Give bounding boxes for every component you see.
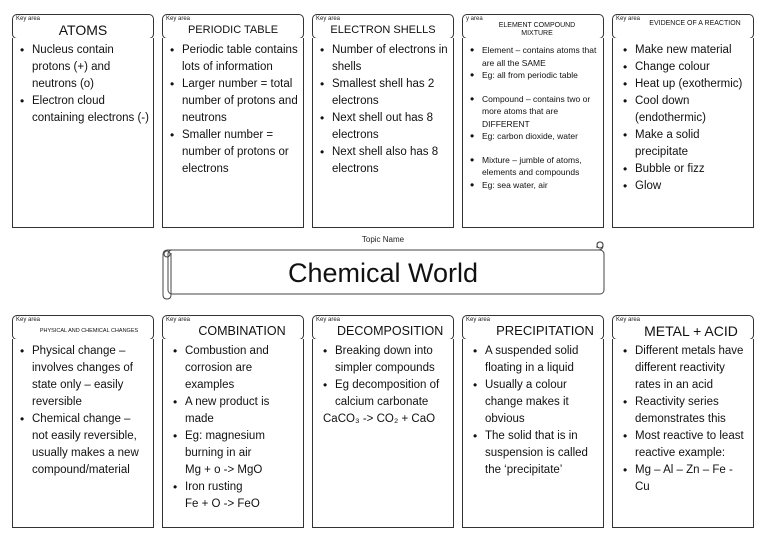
list-item: • Breaking down into simpler compounds [321, 343, 449, 377]
list-item: • Cool down (endothermic) [621, 93, 749, 127]
list-item: • Chemical change – not easily reversible, usually makes a new compound/material [18, 411, 149, 479]
list-item: • Electron cloud containing electrons (-) [18, 93, 149, 127]
list-item: • Usually a colour change makes it obvious [471, 377, 599, 428]
list-item: • Heat up (exothermic) [621, 76, 749, 93]
card-title: ELECTRON SHELLS [330, 23, 436, 36]
key-area-label: Key area [16, 16, 41, 22]
card-precipitation [462, 315, 604, 528]
card-title: ATOMS [58, 21, 108, 38]
card-header [462, 315, 604, 340]
card-body [162, 339, 304, 528]
list-item: • Mixture – jumble of atoms, elements and compounds [468, 154, 599, 179]
list-item: • A suspended solid floating in a liquid [471, 343, 599, 377]
list-item: • Element – contains atoms that are all the SAME [468, 44, 599, 69]
list-item: • Eg: magnesium burning in air [171, 428, 299, 462]
list-item: • Number of electrons in shells [318, 42, 449, 76]
list-item: • Periodic table contains lots of information [168, 42, 299, 76]
list-item: • Smaller number = number of protons or electrons [168, 127, 299, 178]
list-item: • Next shell also has 8 electrons [318, 144, 449, 178]
card-body [462, 339, 604, 528]
key-area-label: Key area [616, 16, 641, 22]
card-title: PERIODIC TABLE [187, 23, 279, 36]
card-header [12, 315, 154, 340]
card-header [462, 14, 604, 39]
card-body [312, 38, 454, 228]
card-title: EVIDENCE OF A REACTION [649, 20, 741, 27]
key-area-label: Key area [316, 317, 341, 323]
list-item: • The solid that is in suspension is called the ‘precipitate’ [471, 428, 599, 479]
page-title: Chemical World [287, 258, 479, 288]
key-area-label: y area [466, 16, 483, 22]
list-item: • Combustion and corrosion are examples [171, 343, 299, 394]
card-header [612, 14, 754, 39]
key-area-label: Key area [166, 317, 191, 323]
card-body [312, 339, 454, 528]
list-item: • Glow [621, 178, 749, 195]
list-item: • A new product is made [171, 394, 299, 428]
key-area-label: Key area [16, 317, 41, 323]
list-item: • Most reactive to least reactive example: [621, 428, 749, 462]
card-atoms [12, 14, 154, 228]
card-decomposition [312, 315, 454, 528]
card-body [612, 38, 754, 228]
list-item: • Nucleus contain protons (+) and neutrons (o) [18, 42, 149, 93]
card-metal-acid [612, 315, 754, 528]
list-item: • Different metals have different reactivity rates in an acid [621, 343, 749, 394]
list-item: • Reactivity series demonstrates this [621, 394, 749, 428]
key-area-label: Key area [466, 317, 491, 323]
key-area-label: Key area [166, 16, 191, 22]
topic-label: Topic Name [361, 235, 405, 244]
list-item: • Iron rusting [171, 479, 299, 496]
list-item: • Physical change – involves changes of state only – easily reversible [18, 343, 149, 411]
card-title: PRECIPITATION [496, 322, 594, 338]
list-item: • Eg: all from periodic table [468, 69, 599, 82]
card-combination [162, 315, 304, 528]
card-title: METAL + ACID [644, 322, 738, 339]
list-item: • Next shell out has 8 electrons [318, 110, 449, 144]
card-title: DECOMPOSITION [337, 323, 444, 338]
formula-text: CaCO₃ -> CO₂ + CaO [323, 413, 436, 425]
card-title: COMBINATION [198, 323, 286, 338]
card-evidence-of-reaction [612, 14, 754, 228]
card-periodic-table [162, 14, 304, 228]
topic-banner [160, 235, 606, 301]
list-item: • Compound – contains two or more atoms that are DIFFERENT [468, 93, 599, 131]
list-item: • Make new material [621, 42, 749, 59]
key-area-label: Key area [316, 16, 341, 22]
card-body [462, 38, 604, 228]
card-body [162, 38, 304, 228]
list-item: • Eg: carbon dioxide, water [468, 130, 599, 143]
card-title: PHYSICAL AND CHEMICAL CHANGES [39, 328, 139, 335]
list-item: • Make a solid precipitate [621, 127, 749, 161]
card-header [162, 315, 304, 340]
key-area-label: Key area [616, 317, 641, 323]
list-item: • Smallest shell has 2 electrons [318, 76, 449, 110]
card-header [162, 14, 304, 39]
card-electron-shells [312, 14, 454, 228]
card-body [12, 38, 154, 228]
card-header [312, 14, 454, 39]
list-item: • Larger number = total number of protons and neutrons [168, 76, 299, 127]
card-body [12, 339, 154, 528]
list-item: • Mg – Al – Zn – Fe - Cu [621, 462, 749, 496]
card-header [612, 315, 754, 340]
list-item: • Eg decomposition of calcium carbonate [321, 377, 449, 411]
formula-text: Mg + o -> MgO [185, 464, 263, 476]
card-header [12, 14, 154, 39]
list-item: • Eg: sea water, air [468, 179, 599, 192]
card-title: ELEMENT COMPOUND MIXTURE [498, 21, 576, 37]
list-item: • Change colour [621, 59, 749, 76]
card-element-compound-mixture [462, 14, 604, 228]
card-header [312, 315, 454, 340]
card-physical-chemical-changes [12, 315, 154, 528]
card-body [612, 339, 754, 528]
list-item: • Bubble or fizz [621, 161, 749, 178]
formula-text: Fe + O -> FeO [185, 498, 260, 510]
